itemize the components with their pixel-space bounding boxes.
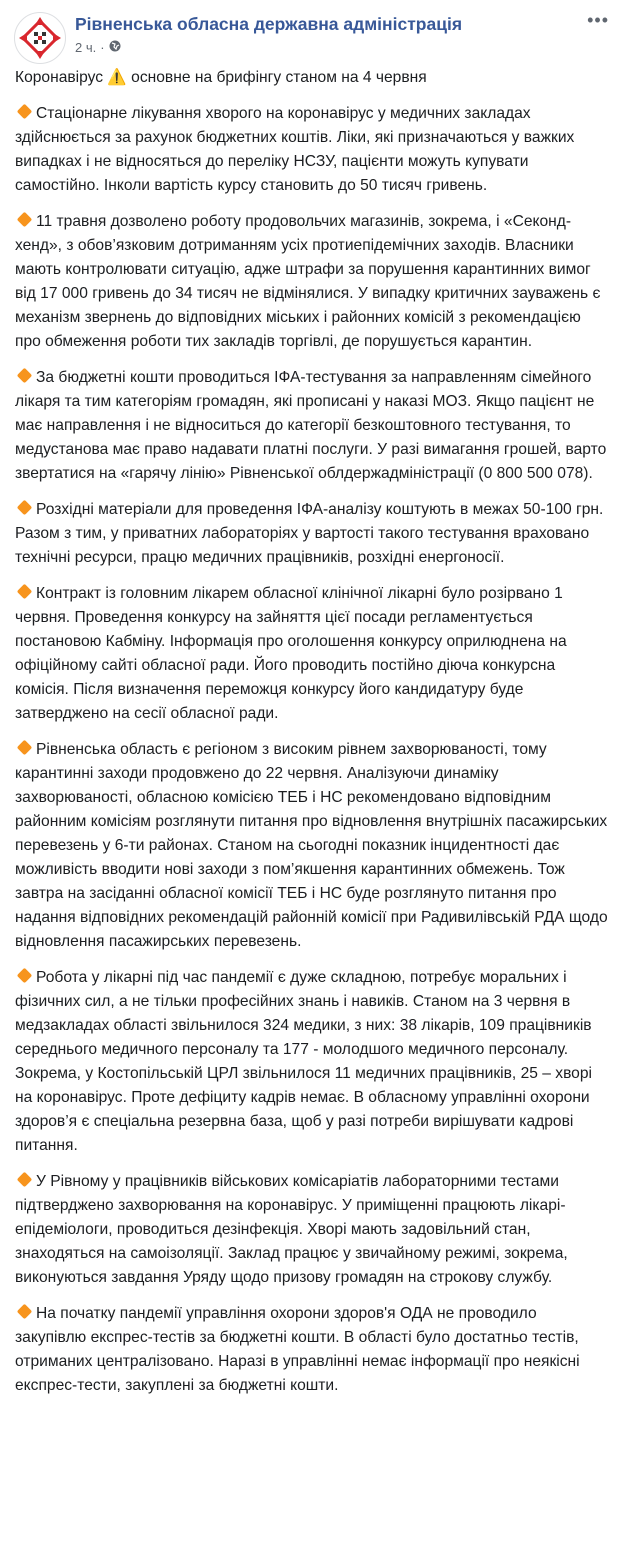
page-avatar[interactable] — [14, 12, 66, 64]
post-header — [0, 0, 623, 66]
paragraph-text: На початку пандемії управління охорони здоров'я ОДА не проводило закупівлю експрес-тестів за бюджетні кошти. В області було достатньо тестів, отриманих централізовано. Наразі в управлінні немає інформації про неякісні експрес-тести, закуплені за бюджетні кошти. — [15, 1305, 580, 1394]
paragraph-text: За бюджетні кошти проводиться ІФА-тестування за направленням сімейного лікаря та тим категоріям громадян, які прописані у наказі МОЗ. Якщо пацієнт не має направлення і не відноситься до категорії безкоштовного тестування, то медустанова має право надавати платні послуги. У разі вимагання грошей, варто звертатися на «гарячу лінію» Рівненської облдержадміністрації (0 800 500 078). — [15, 369, 607, 482]
paragraph — [15, 1170, 609, 1290]
paragraph — [15, 366, 609, 486]
paragraph — [15, 210, 609, 354]
paragraph — [15, 102, 609, 198]
post-time[interactable]: 2 ч. — [75, 40, 97, 55]
post-title — [15, 66, 609, 90]
post-body — [0, 66, 623, 1398]
orange-diamond-icon — [17, 212, 33, 228]
orange-diamond-icon — [17, 500, 33, 516]
globe-icon — [109, 40, 121, 55]
paragraph-text: 11 травня дозволено роботу продовольчих магазинів, зокрема, і «Секонд-хенд», з обов’язковим дотриманням усіх протиепідемічних заходів. Власники мають контролювати ситуацію, адже штрафи за порушення карантинних вимог від 17 000 гривень до 34 тисяч не відмінялися. У випадку критичних зауважень є механізм звернень до відповідних міських і районних комісій з рекомендацією про обмеження роботи тих закладів торгівлі, де порушується карантин. — [15, 213, 601, 350]
paragraph — [15, 738, 609, 954]
orange-diamond-icon — [17, 584, 33, 600]
title-text: основне на брифінгу станом на 4 червня — [131, 69, 427, 86]
page-name-link[interactable]: Рівненська обласна державна адміністрація — [75, 14, 463, 34]
paragraph — [15, 966, 609, 1158]
paragraph-text: Рівненська область є регіоном з високим рівнем захворюваності, тому карантинні заходи продовжено до 22 червня. Аналізуючи динаміку захворюваності, обласною комісією ТЕБ і НС рекомендовано відповідним районним комісіям розглянути питання про відновлення внутрішніх пасажирських перевезень у 6-ти районах. Станом на сьогодні показник інцидентності дає можливість вводити нові заходи з пом’якшення карантинних обмежень. Тож завтра на засіданні обласної комісії ТЕБ і НС буде розглянуто питання про надання відповідних рекомендацій районній комісії при Радивилівській РДА щодо відновлення пасажирських перевезень. — [15, 741, 608, 950]
orange-diamond-icon — [17, 968, 33, 984]
paragraph — [15, 498, 609, 570]
paragraph-text: Контракт із головним лікарем обласної клінічної лікарні було розірвано 1 червня. Проведення конкурсу на зайняття цієї посади регламентується постановою Кабміну. Інформація про оголошення конкурсу оприлюднена на офіційному сайті обласної ради. Його проводить постійно діюча конкурсна комісія. Після визначення переможця конкурсу його кандидатуру буде затверджено на сесії обласної ради. — [15, 585, 567, 722]
meta-separator: · — [100, 40, 105, 55]
more-options-icon[interactable]: ••• — [587, 10, 609, 30]
warning-icon: ⚠️ — [107, 69, 127, 86]
post-meta — [75, 40, 121, 55]
paragraph-text: Робота у лікарні під час пандемії є дуже складною, потребує моральних і фізичних сил, а не тільки професійних знань і навиків. Станом на 3 червня в медзакладах області звільнилося 324 медики, з них: 38 лікарів, 109 працівників середнього медичного персоналу та 177 - молодшого медичного персоналу. Зокрема, у Костопільській ЦРЛ звільнилося 11 медичних працівників, 25 – хворі на коронавірус. Проте дефіциту кадрів немає. В обласному управлінні охорони здоров’я є спеціальна резервна база, щоб у разі потреби вирішувати кадрові питання. — [15, 969, 592, 1154]
paragraph — [15, 582, 609, 726]
orange-diamond-icon — [17, 1172, 33, 1188]
paragraph-text: Стаціонарне лікування хворого на коронавірус у медичних закладах здійснюється за рахунок бюджетних коштів. Ліки, які призначаються у важких випадках і не відносяться до переліку НСЗУ, пацієнти можуть купувати самостійно. Інколи вартість курсу становить до 50 тисяч гривень. — [15, 105, 575, 194]
orange-diamond-icon — [17, 368, 33, 384]
paragraph-text: У Рівному у працівників військових комісаріатів лабораторними тестами підтверджено захворювання на коронавірус. У приміщенні працюють лікарі-епідеміологи, проводиться дезінфекція. Хворі мають задовільний стан, знаходяться на самоізоляції. Заклад працює у звичайному режимі, зокрема, виконуються завдання Уряду щодо призову громадян на строкову службу. — [15, 1173, 568, 1286]
title-text: Коронавірус — [15, 69, 104, 86]
orange-diamond-icon — [17, 740, 33, 756]
orange-diamond-icon — [17, 104, 33, 120]
paragraph-text: Розхідні матеріали для проведення ІФА-аналізу коштують в межах 50-100 грн. Разом з тим, у приватних лабораторіях у вартості такого тестування враховано технічні ресурси, працю медичних працівників, розхідні енергоносії. — [15, 501, 604, 566]
paragraph — [15, 1302, 609, 1398]
orange-diamond-icon — [17, 1304, 33, 1320]
